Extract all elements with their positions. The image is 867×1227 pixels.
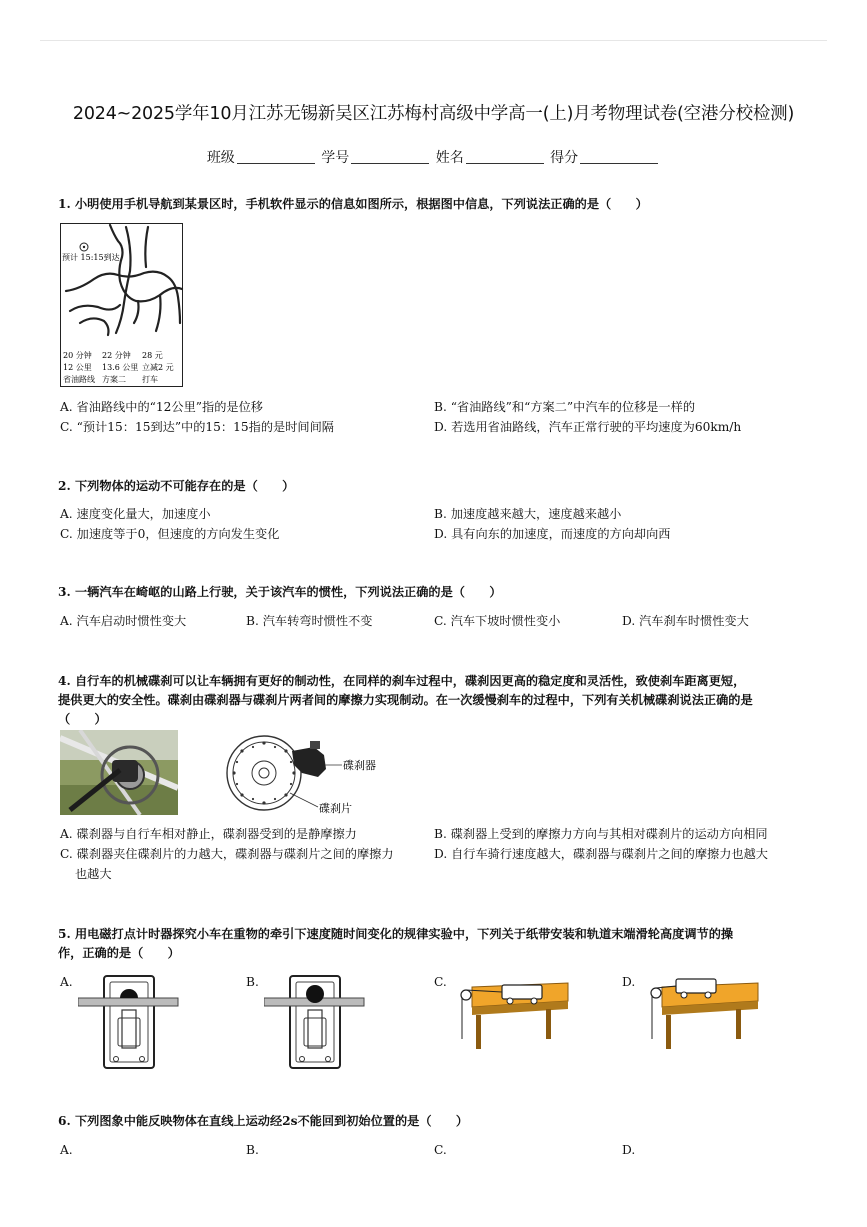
q6-option-b-letter[interactable]: B.	[246, 1143, 259, 1157]
q6-option-c-letter[interactable]: C.	[434, 1143, 447, 1157]
q1-option-b[interactable]: B. “省油路线”和“方案二”中汽车的位移是一样的	[434, 400, 696, 414]
map-col2-dist: 13.6 公里	[102, 363, 139, 372]
q2-option-c[interactable]: C. 加速度等于0，但速度的方向发生变化	[60, 527, 280, 541]
q4-stem-line1: 4. 自行车的机械碟刹可以让车辆拥有更好的制动性，在同样的刹车过程中，碟刹因更高的稳定度和灵活性，致使刹车距离更短，	[58, 674, 746, 688]
q4-bike-photo	[60, 730, 178, 815]
q4-option-b[interactable]: B. 碟刹器上受到的摩擦力方向与其相对碟刹片的运动方向相同	[434, 827, 768, 841]
q1-option-a[interactable]: A. 省油路线中的“12公里”指的是位移	[60, 400, 263, 414]
q5-option-d-letter[interactable]: D.	[622, 975, 636, 989]
q2-option-d[interactable]: D. 具有向东的加速度，而速度的方向却向西	[434, 527, 671, 541]
name-label: 姓名	[435, 150, 464, 166]
page-title: 2024~2025学年10月江苏无锡新吴区江苏梅村高级中学高一(上)月考物理试卷(空港分校检测)	[72, 104, 795, 124]
q2-stem: 2. 下列物体的运动不可能存在的是（ ）	[58, 479, 295, 493]
q5-track-diagram-c	[456, 975, 572, 1050]
map-col3-price: 28 元	[142, 351, 163, 360]
q1-option-d[interactable]: D. 若选用省油路线，汽车正常行驶的平均速度为60km/h	[434, 420, 742, 434]
q4-option-d[interactable]: D. 自行车骑行速度越大，碟刹器与碟刹片之间的摩擦力也越大	[434, 847, 768, 861]
map-col3-discount: 立减2 元	[142, 363, 174, 372]
q4-option-c-line1[interactable]: C. 碟刹器夹住碟刹片的力越大，碟刹器与碟刹片之间的摩擦力	[60, 847, 394, 861]
class-label: 班级	[206, 150, 235, 166]
q2-option-b[interactable]: B. 加速度越来越大，速度越来越小	[434, 507, 622, 521]
map-col1-name: 省油路线	[63, 375, 95, 384]
name-blank[interactable]	[466, 149, 544, 164]
q6-option-a-letter[interactable]: A.	[60, 1143, 73, 1157]
q5-option-c-letter[interactable]: C.	[434, 975, 447, 989]
map-col3-name: 打车	[142, 375, 158, 384]
q3-option-b[interactable]: B. 汽车转弯时惯性不变	[246, 614, 373, 628]
map-eta: 预计 15:15到达	[62, 253, 120, 262]
map-col2-time: 22 分钟	[102, 351, 131, 360]
q4-disc-brake-diagram	[222, 735, 392, 817]
q6-option-d-letter[interactable]: D.	[622, 1143, 636, 1157]
q6-stem: 6. 下列图象中能反映物体在直线上运动经2s不能回到初始位置的是（ ）	[58, 1114, 469, 1128]
class-blank[interactable]	[237, 149, 315, 164]
q3-option-c[interactable]: C. 汽车下坡时惯性变小	[434, 614, 561, 628]
caliper-shape	[292, 747, 326, 777]
q4-option-c-line2: 也越大	[75, 867, 112, 881]
q5-timer-diagram-a	[78, 970, 180, 1072]
q5-track-diagram-d	[646, 975, 762, 1050]
student-info-row	[0, 147, 867, 167]
q3-stem: 3. 一辆汽车在崎岖的山路上行驶，关于该汽车的惯性，下列说法正确的是（ ）	[58, 585, 502, 599]
q2-option-a[interactable]: A. 速度变化量大，加速度小	[60, 507, 211, 521]
id-blank[interactable]	[351, 149, 429, 164]
q4-option-a[interactable]: A. 碟刹器与自行车相对静止，碟刹器受到的是静摩擦力	[60, 827, 357, 841]
q5-stem-line1: 5. 用电磁打点计时器探究小车在重物的牵引下速度随时间变化的规律实验中，下列关于纸带安装和轨道末端滑轮高度调节的操	[58, 927, 734, 941]
q5-option-b-letter[interactable]: B.	[246, 975, 259, 989]
top-rule	[40, 40, 827, 41]
score-blank[interactable]	[580, 149, 658, 164]
score-label: 得分	[550, 150, 579, 166]
q5-option-a-letter[interactable]: A.	[60, 975, 73, 989]
q1-option-c[interactable]: C. “预计15：15到达”中的15：15指的是时间间隔	[60, 420, 334, 434]
q1-stem: 1. 小明使用手机导航到某景区时，手机软件显示的信息如图所示，根据图中信息，下列说法正确的是（ ）	[58, 197, 648, 211]
q4-stem-line3: （ ）	[58, 712, 107, 726]
id-label: 学号	[321, 150, 350, 166]
q5-stem-line2: 作，正确的是（ ）	[58, 946, 180, 960]
map-col1-time: 20 分钟	[63, 351, 92, 360]
q3-option-d[interactable]: D. 汽车刹车时惯性变大	[622, 614, 749, 628]
caliper-label: 碟刹器	[343, 759, 376, 772]
q3-option-a[interactable]: A. 汽车启动时惯性变大	[60, 614, 187, 628]
q1-navigation-map	[60, 223, 184, 388]
rotor-label: 碟刹片	[319, 802, 352, 815]
rotor-holes	[232, 741, 295, 804]
map-col1-dist: 12 公里	[63, 363, 92, 372]
q5-timer-diagram-b	[264, 970, 366, 1072]
map-col2-name: 方案二	[102, 375, 126, 384]
q4-stem-line2: 提供更大的安全性。碟刹由碟刹器与碟刹片两者间的摩擦力实现制动。在一次缓慢刹车的过程中，下列有关机械碟刹说法正确的是	[58, 693, 753, 707]
